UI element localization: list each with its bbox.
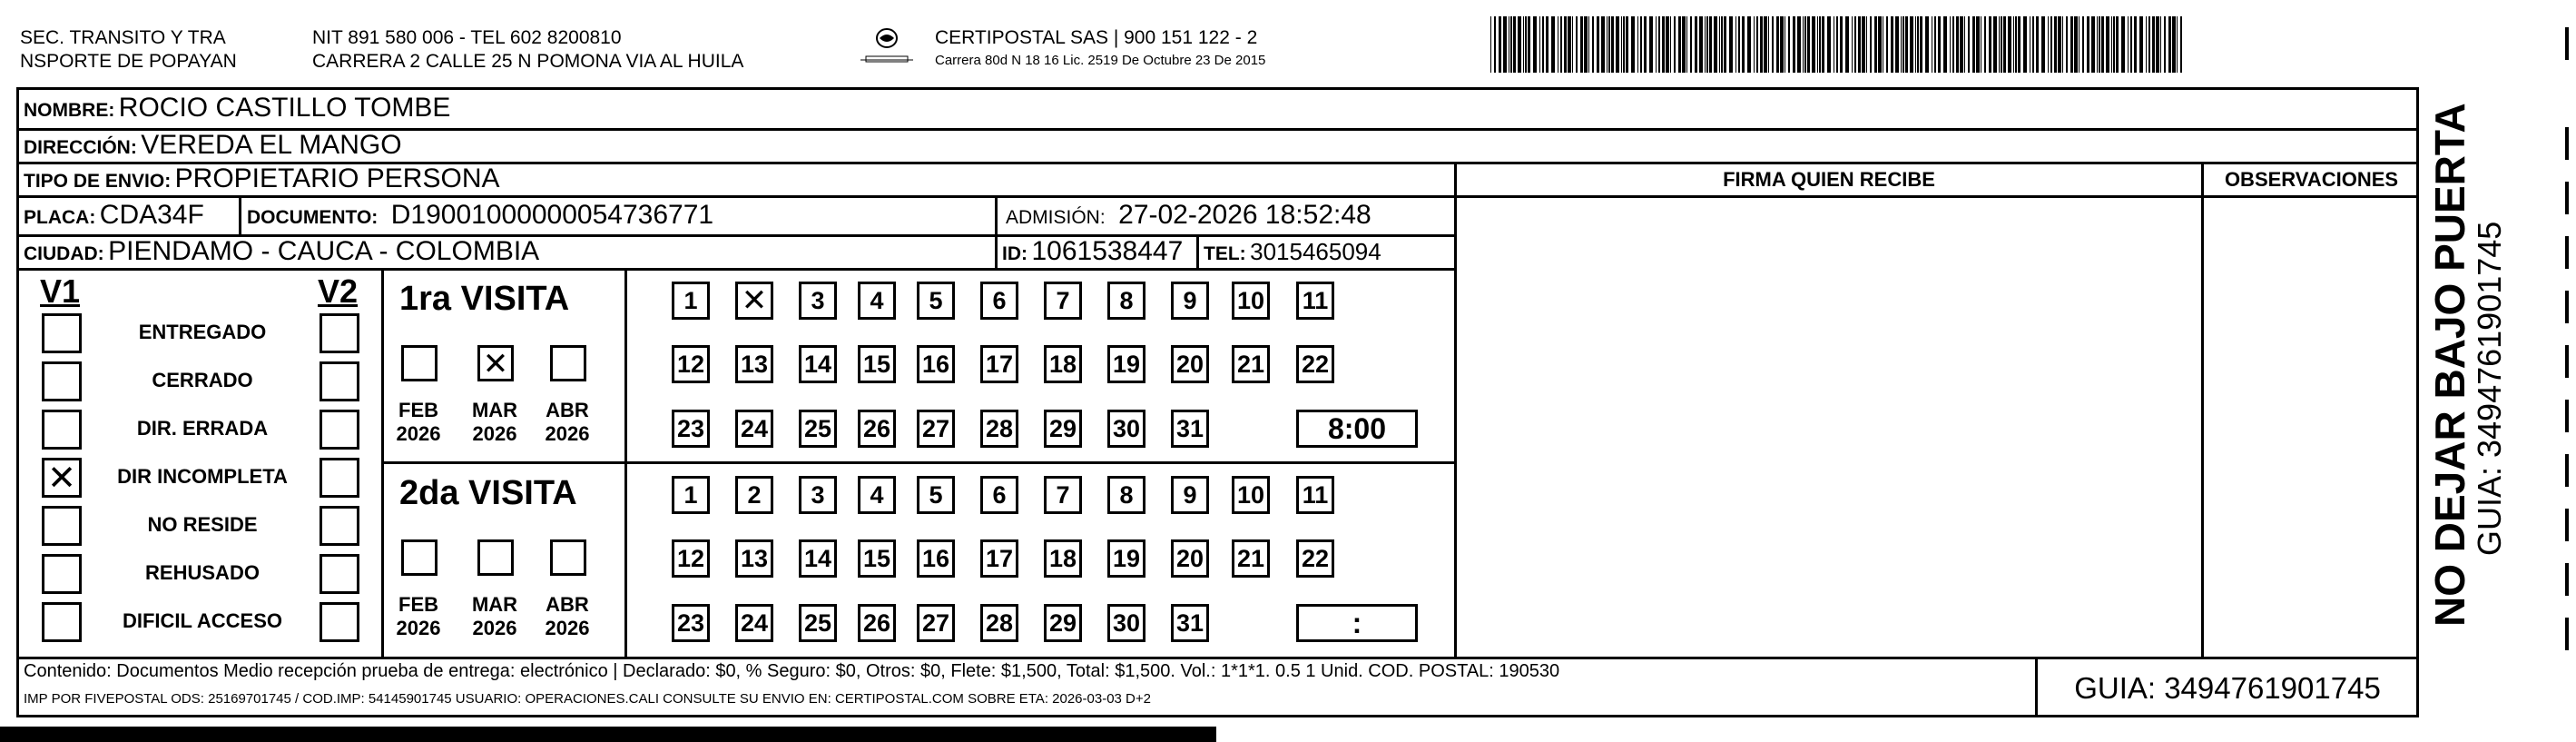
nombre-value: ROCIO CASTILLO TOMBE: [118, 93, 451, 123]
observaciones-label: OBSERVACIONES: [2224, 168, 2399, 191]
day-number: 24: [740, 415, 769, 442]
day-number: 23: [676, 609, 705, 637]
bottom-bar: [0, 727, 1216, 742]
day-box[interactable]: [672, 282, 710, 320]
day-box[interactable]: [1296, 476, 1334, 514]
day-box[interactable]: [735, 604, 773, 642]
v2-checkbox[interactable]: [320, 361, 359, 401]
day-box[interactable]: [672, 539, 710, 578]
day-number: 19: [1112, 351, 1141, 378]
tel-value: 3015465094: [1250, 238, 1381, 265]
visit-title: 2da VISITA: [399, 474, 577, 512]
v2-label: V2: [318, 272, 359, 310]
sender-line2: NSPORTE DE POPAYAN: [20, 51, 237, 72]
v2-checkbox[interactable]: [320, 602, 359, 642]
documento-row: [247, 199, 713, 236]
day-box[interactable]: [858, 410, 896, 448]
v1-checkbox[interactable]: [42, 410, 82, 450]
edge-mark: [2565, 27, 2569, 60]
status-label: NO RESIDE: [147, 513, 258, 536]
day-number: 3: [811, 287, 825, 314]
day-box[interactable]: [980, 410, 1018, 448]
day-number: 17: [985, 351, 1014, 378]
tel-row: [1204, 235, 1381, 272]
day-number: 8: [1119, 481, 1134, 509]
day-number: 25: [803, 415, 832, 442]
month-checkbox[interactable]: [477, 539, 514, 576]
day-number: 29: [1048, 415, 1077, 442]
v2-checkbox[interactable]: [320, 506, 359, 546]
day-box[interactable]: [1107, 476, 1145, 514]
day-number: 9: [1183, 287, 1197, 314]
contenido-text: Contenido: Documentos Medio recepción prueba de entrega: electrónico | Declarado: $0, % Seguro: $0, Otros: $0, Flete: $1,500, Total: $1,500. Vol.: 1*1*1. 0.5 1 Unid. COD. POSTAL: 190530: [24, 661, 1560, 681]
edge-mark: [2565, 127, 2569, 160]
day-number: 27: [921, 415, 950, 442]
month-label: FEB: [398, 593, 438, 616]
id-value: 1061538447: [1031, 236, 1184, 266]
day-number: 25: [803, 609, 832, 637]
day-number: 4: [870, 481, 884, 509]
day-box[interactable]: [672, 604, 710, 642]
day-box[interactable]: [735, 476, 773, 514]
day-number: 22: [1301, 545, 1330, 572]
day-number: 20: [1175, 351, 1204, 378]
day-box[interactable]: [1296, 282, 1334, 320]
day-number: 21: [1236, 545, 1265, 572]
tipo-envio-label: TIPO DE ENVIO:: [24, 171, 172, 192]
day-box[interactable]: [1296, 539, 1334, 578]
day-box[interactable]: [672, 345, 710, 383]
day-box[interactable]: [1171, 476, 1209, 514]
admision-value: 27-02-2026 18:52:48: [1118, 200, 1372, 230]
day-number: 14: [803, 351, 832, 378]
day-box[interactable]: [799, 604, 837, 642]
day-number: 16: [921, 545, 950, 572]
edge-mark: [2565, 618, 2569, 650]
day-box[interactable]: [917, 282, 955, 320]
day-box[interactable]: [980, 282, 1018, 320]
day-box[interactable]: [1296, 345, 1334, 383]
status-label: ENTREGADO: [138, 321, 267, 343]
month-checkbox[interactable]: [550, 345, 586, 381]
day-box[interactable]: [1171, 410, 1209, 448]
firma-label: FIRMA QUIEN RECIBE: [1723, 168, 1935, 191]
tel-label: TEL:: [1204, 243, 1246, 264]
day-box[interactable]: [1232, 539, 1270, 578]
day-number: 28: [985, 415, 1014, 442]
day-box[interactable]: [799, 410, 837, 448]
v1-label: V1: [40, 272, 81, 310]
ciudad-row: [24, 235, 539, 272]
footer-guia: GUIA: 3494761901745: [2074, 671, 2381, 705]
day-number: 13: [740, 351, 769, 378]
day-number: 21: [1236, 351, 1265, 378]
day-number: 29: [1048, 609, 1077, 637]
day-box[interactable]: [799, 345, 837, 383]
day-number: 19: [1112, 545, 1141, 572]
day-number: 30: [1112, 609, 1141, 637]
day-box[interactable]: [1171, 282, 1209, 320]
day-number: 23: [676, 415, 705, 442]
edge-mark: [2565, 291, 2569, 323]
day-box[interactable]: [1232, 345, 1270, 383]
day-box[interactable]: [917, 410, 955, 448]
day-number: 26: [862, 609, 891, 637]
tipo-envio-row: [24, 163, 500, 200]
day-box[interactable]: [735, 410, 773, 448]
documento-label: DOCUMENTO:: [247, 207, 379, 228]
v1-checkbox[interactable]: [42, 361, 82, 401]
day-number: 12: [676, 545, 705, 572]
month-checkbox[interactable]: [401, 345, 438, 381]
day-box[interactable]: [1044, 345, 1082, 383]
day-box[interactable]: [672, 410, 710, 448]
day-box[interactable]: [672, 476, 710, 514]
barcode: [1490, 16, 2231, 73]
day-number: 27: [921, 609, 950, 637]
observaciones-area[interactable]: [2205, 198, 2417, 656]
day-box[interactable]: [735, 282, 773, 320]
signature-area[interactable]: [1458, 198, 2200, 656]
placa-label: PLACA:: [24, 207, 96, 228]
day-box[interactable]: [735, 345, 773, 383]
admision-row: [1006, 199, 1372, 236]
day-number: 4: [870, 287, 884, 314]
day-number: 10: [1236, 287, 1265, 314]
day-number: 3: [811, 481, 825, 509]
day-number: 31: [1175, 415, 1204, 442]
day-number: 10: [1236, 481, 1265, 509]
day-box[interactable]: [799, 282, 837, 320]
day-number: 22: [1301, 351, 1330, 378]
day-number: 20: [1175, 545, 1204, 572]
month-checkbox[interactable]: [550, 539, 586, 576]
day-box[interactable]: [1107, 345, 1145, 383]
day-box[interactable]: [1044, 410, 1082, 448]
day-box[interactable]: [1107, 282, 1145, 320]
v2-checkbox[interactable]: [320, 554, 359, 594]
day-number: 15: [862, 545, 891, 572]
month-label: ABR: [546, 593, 589, 616]
day-number: 2: [747, 481, 762, 509]
sender-line1: SEC. TRANSITO Y TRA: [20, 27, 226, 48]
day-number: 1: [683, 481, 698, 509]
day-box[interactable]: [980, 604, 1018, 642]
side-guia: GUIA: 3494761901745: [2471, 221, 2508, 556]
day-box[interactable]: [858, 345, 896, 383]
day-box[interactable]: [1171, 345, 1209, 383]
visit-title: 1ra VISITA: [399, 280, 570, 318]
day-box[interactable]: [980, 345, 1018, 383]
day-box[interactable]: [799, 539, 837, 578]
day-number: 11: [1302, 287, 1329, 314]
month-year: 2026: [396, 617, 441, 639]
placa-value: CDA34F: [99, 200, 204, 230]
placa-row: [24, 199, 204, 236]
day-box[interactable]: [1107, 539, 1145, 578]
day-number: 1: [683, 287, 698, 314]
day-number: 14: [803, 545, 832, 572]
v2-checkbox[interactable]: [320, 410, 359, 450]
carrier-line2: Carrera 80d N 18 16 Lic. 2519 De Octubre 23 De 2015: [935, 53, 1266, 68]
month-year: 2026: [472, 422, 517, 445]
v1-checkbox[interactable]: [42, 554, 82, 594]
day-number: 13: [740, 545, 769, 572]
day-number: 12: [676, 351, 705, 378]
nombre-label: NOMBRE:: [24, 100, 115, 121]
ciudad-label: CIUDAD:: [24, 243, 104, 264]
day-number: 16: [921, 351, 950, 378]
day-box[interactable]: [1044, 539, 1082, 578]
edge-mark: [2565, 454, 2569, 487]
status-label: CERRADO: [152, 369, 253, 391]
day-box[interactable]: [1044, 604, 1082, 642]
day-number: 28: [985, 609, 1014, 637]
documento-value: D19001000000054736771: [390, 200, 714, 230]
day-box[interactable]: [1044, 476, 1082, 514]
status-label: DIR INCOMPLETA: [117, 465, 288, 488]
no-dejar-text: NO DEJAR BAJO PUERTA: [2426, 103, 2473, 627]
day-number: 7: [1056, 481, 1070, 509]
status-label: DIFICIL ACCESO: [122, 609, 282, 632]
day-box[interactable]: [735, 539, 773, 578]
day-number: 6: [992, 481, 1007, 509]
id-row: [1002, 235, 1183, 272]
status-label: DIR. ERRADA: [136, 417, 269, 440]
day-number: 30: [1112, 415, 1141, 442]
visit-time[interactable]: :: [1296, 604, 1418, 642]
nombre-row: [24, 92, 450, 129]
month-checkbox[interactable]: [401, 539, 438, 576]
day-box[interactable]: [917, 539, 955, 578]
visit-time[interactable]: 8:00: [1296, 410, 1418, 448]
day-box[interactable]: [917, 604, 955, 642]
day-box[interactable]: [858, 282, 896, 320]
v1-checkbox[interactable]: [42, 313, 82, 353]
day-box[interactable]: [1232, 476, 1270, 514]
tipo-envio-value: PROPIETARIO PERSONA: [174, 163, 500, 193]
nit-line1: NIT 891 580 006 - TEL 602 8200810: [312, 27, 622, 48]
day-number: 15: [862, 351, 891, 378]
nit-line2: CARRERA 2 CALLE 25 N POMONA VIA AL HUILA: [312, 51, 744, 72]
day-box[interactable]: [858, 604, 896, 642]
day-box[interactable]: [980, 539, 1018, 578]
certipostal-logo-icon: [859, 25, 915, 73]
day-box[interactable]: [1171, 539, 1209, 578]
day-box[interactable]: [980, 476, 1018, 514]
day-box[interactable]: [858, 476, 896, 514]
edge-mark: [2565, 182, 2569, 214]
day-box[interactable]: [917, 476, 955, 514]
v1-checkbox[interactable]: [42, 602, 82, 642]
day-number: 26: [862, 415, 891, 442]
v1-checkbox[interactable]: [42, 506, 82, 546]
edge-mark: [2565, 400, 2569, 432]
month-label: MAR: [471, 399, 518, 421]
day-number: 8: [1119, 287, 1134, 314]
month-checkbox[interactable]: [477, 345, 514, 381]
day-box[interactable]: [1232, 282, 1270, 320]
edge-mark: [2565, 345, 2569, 378]
month-year: 2026: [472, 617, 517, 639]
month-year: 2026: [545, 422, 590, 445]
day-box[interactable]: [917, 345, 955, 383]
month-label: FEB: [398, 399, 438, 421]
day-box[interactable]: [1107, 604, 1145, 642]
month-year: 2026: [396, 422, 441, 445]
edge-mark: [2565, 236, 2569, 269]
direccion-row: [24, 129, 402, 166]
day-number: 5: [929, 287, 943, 314]
day-number: 31: [1175, 609, 1204, 637]
day-number: 17: [985, 545, 1014, 572]
day-number: 11: [1302, 481, 1329, 509]
day-box[interactable]: [1171, 604, 1209, 642]
day-number: 7: [1056, 287, 1070, 314]
day-number: 18: [1048, 545, 1077, 572]
day-box[interactable]: [858, 539, 896, 578]
id-label: ID:: [1002, 243, 1027, 264]
day-number: 9: [1183, 481, 1197, 509]
v1-checkbox[interactable]: [42, 458, 82, 498]
month-year: 2026: [545, 617, 590, 639]
status-label: REHUSADO: [145, 561, 260, 584]
day-number: 18: [1048, 351, 1077, 378]
month-label: ABR: [546, 399, 589, 421]
day-number: 5: [929, 481, 943, 509]
ciudad-value: PIENDAMO - CAUCA - COLOMBIA: [108, 236, 540, 266]
month-label: MAR: [471, 593, 518, 616]
direccion-label: DIRECCIÓN:: [24, 137, 137, 158]
day-box[interactable]: [1044, 282, 1082, 320]
day-number: 24: [740, 609, 769, 637]
day-number: 6: [992, 287, 1007, 314]
imp-text: IMP POR FIVEPOSTAL ODS: 25169701745 / COD.IMP: 54145901745 USUARIO: OPERACIONES.CALI CONSULTE SU ENVIO EN: CERTIPOSTAL.COM SOBRE ETA: 2026-03-03 D+2: [24, 691, 1151, 707]
day-box[interactable]: [1107, 410, 1145, 448]
v2-checkbox[interactable]: [320, 458, 359, 498]
day-box[interactable]: [799, 476, 837, 514]
carrier-line1: CERTIPOSTAL SAS | 900 151 122 - 2: [935, 27, 1258, 48]
edge-mark: [2565, 509, 2569, 541]
admision-label: ADMISIÓN:: [1006, 207, 1106, 228]
v2-checkbox[interactable]: [320, 313, 359, 353]
direccion-value: VEREDA EL MANGO: [141, 130, 402, 160]
edge-mark: [2565, 563, 2569, 596]
